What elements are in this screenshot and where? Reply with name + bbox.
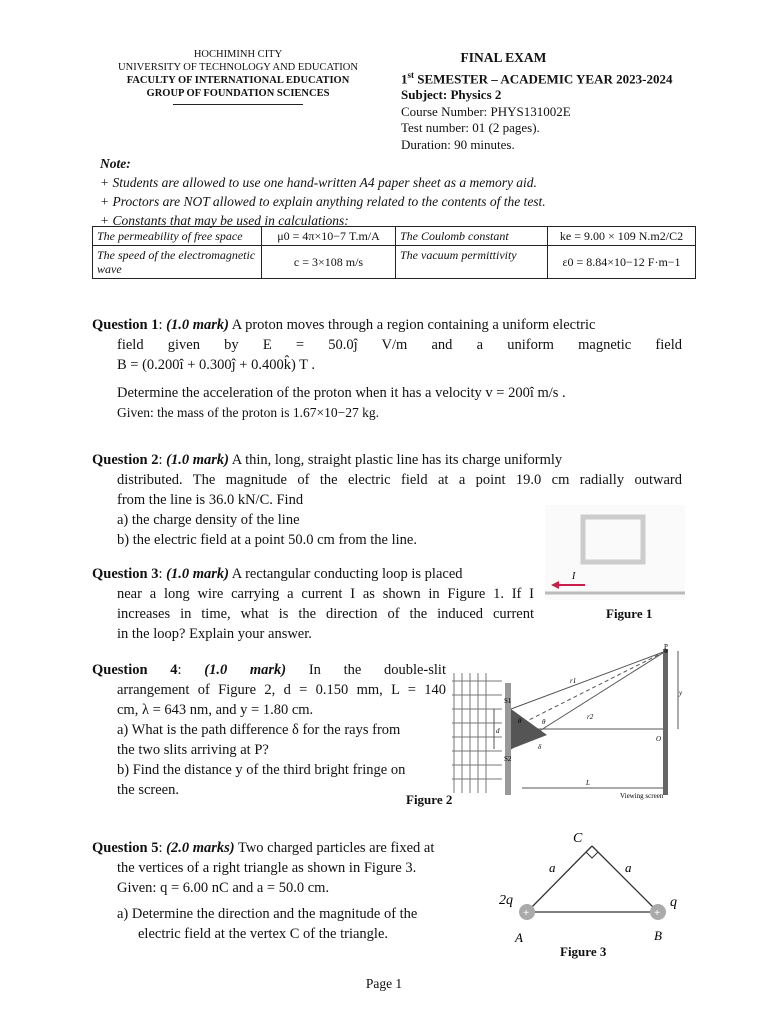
question-3-text: in the loop? Explain your answer. — [117, 626, 312, 642]
question-2-head: Question 2 — [92, 452, 159, 468]
label-s1: S1 — [504, 697, 512, 705]
semester-sup: st — [407, 69, 414, 80]
constant-value: ε0 = 8.84×10−12 F·m−1 — [548, 246, 696, 279]
label-s2: S2 — [504, 755, 512, 763]
question-1-text: Determine the acceleration of the proton when it has a velocity v = 200î m/s . — [117, 385, 566, 401]
question-3-marks: (1.0 mark) — [166, 566, 229, 582]
constants-table — [92, 226, 696, 279]
question-2-text: distributed. The magnitude of the electric field at a point 19.0 cm radially outward — [117, 472, 682, 488]
question-4-text: In the double-slit — [286, 662, 446, 678]
question-5-marks: (2.0 marks) — [166, 840, 235, 856]
question-1-head: Question 1 — [92, 317, 159, 333]
question-3: Question 3: (1.0 mark) A rectangular conducting loop is placed near a long wire carrying a current I as shown in Figure 1. If I increases in time, what is the direction of the induced current in the loop? Explain your answer. — [92, 566, 534, 642]
exam-title: FINAL EXAM — [460, 50, 547, 65]
question-1-given: Given: the mass of the proton is 1.67×10−27 kg. — [117, 405, 379, 420]
question-5-text: Given: q = 6.00 nC and a = 50.0 cm. — [117, 880, 330, 896]
note-line: + Constants that may be used in calculations: — [100, 213, 349, 228]
question-5-head: Question 5 — [92, 840, 159, 856]
page-number: Page 1 — [365, 976, 403, 991]
question-4: Question 4: (1.0 mark) In the double-slit arrangement of Figure 2, d = 0.150 mm, L = 140 cm, λ = 643 nm, and y = 1.80 cm. a) What is the path difference δ for the rays from the two slits arriving at P? b) Find the distance y of the third bright fringe on the screen. — [92, 662, 446, 798]
question-4-marks: (1.0 mark) — [204, 662, 287, 678]
label-y: y — [679, 689, 683, 697]
question-5-part-a: a) Determine the direction and the magnitude of the — [117, 906, 418, 922]
note-label: Note: — [100, 156, 131, 171]
label-r1: r1 — [570, 677, 577, 685]
figure-1 — [545, 505, 685, 600]
note-line: + Proctors are NOT allowed to explain anything related to the contents of the test. — [100, 194, 546, 209]
right-angle-mark — [586, 852, 598, 858]
institution-block — [110, 48, 366, 105]
label-viewing-screen: Viewing screen — [620, 792, 664, 800]
question-4-text: arrangement of Figure 2, d = 0.150 mm, L = 140 — [117, 682, 446, 698]
constant-name: The Coulomb constant — [396, 227, 548, 246]
exam-semester — [401, 67, 741, 88]
constants-row — [93, 246, 696, 279]
exam-course-number: Course Number: PHYS131002E — [401, 103, 571, 119]
question-2-text: from the line is 36.0 kN/C. Find — [117, 492, 304, 508]
figure-2-caption: Figure 2 — [406, 792, 453, 807]
label-theta-1: θ — [518, 717, 522, 725]
semester-number: 1 — [401, 70, 408, 86]
current-label: I — [572, 571, 576, 582]
constant-value: ke = 9.00 × 109 N.m2/C2 — [548, 227, 696, 246]
question-3-text: increases in time, what is the direction of the induced current — [117, 606, 534, 622]
question-4-part-b-cont: the screen. — [117, 782, 179, 798]
plus-icon: + — [523, 907, 530, 919]
question-1: Question 1: (1.0 mark) A proton moves through a region containing a uniform electric field given by E = 50.0ĵ V/m and a uniform magnetic field B = (0.200î + 0.300ĵ + 0.400k̂) T . Determine the acceleration of the proton when it has a velocity v = 200î m/s . Given: the mass of the proton is 1.67×10−27 kg. — [92, 315, 682, 423]
label-c: C — [573, 831, 583, 846]
constant-name: The permeability of free space — [93, 227, 262, 246]
question-5-text: the vertices of a right triangle as shown in Figure 3. — [117, 860, 417, 876]
question-5: Question 5: (2.0 marks) Two charged particles are fixed at the vertices of a right triangle as shown in Figure 3. Given: q = 6.00 nC and a = 50.0 cm. a) Determine the direction and the magnitude of the electric field at the vertex C of the triangle. — [92, 838, 488, 944]
label-d: d — [496, 727, 500, 735]
label-a: A — [515, 930, 523, 945]
label-l: L — [586, 779, 590, 787]
exam-duration: Duration: 90 minutes. — [401, 136, 515, 152]
label-2q: 2q — [499, 893, 513, 908]
exam-subject: Subject: Physics 2 — [401, 87, 502, 103]
label-r2: r2 — [587, 713, 594, 721]
question-3-text: near a long wire carrying a current I as shown in Figure 1. If I — [117, 586, 534, 602]
institution-faculty: FACULTY OF INTERNATIONAL EDUCATION — [126, 75, 350, 86]
question-2: Question 2: (1.0 mark) A thin, long, straight plastic line has its charge uniformly distributed. The magnitude of the electric field at a point 19.0 cm radially outward from the line is 36.0 kN/C. Find a) the charge density of the line b) the electric field at a point 50.0 cm from the line. — [92, 452, 682, 548]
question-1-marks: (1.0 mark) — [166, 317, 229, 333]
question-1-text: field given by E = 50.0ĵ V/m and a uniform magnetic field — [117, 337, 682, 353]
constant-name: The speed of the electromagnetic wave — [93, 246, 262, 279]
question-1-text: A proton moves through a region containing a uniform electric — [228, 317, 596, 333]
question-3-text: A rectangular conducting loop is placed — [228, 566, 463, 582]
note-block — [100, 154, 740, 230]
viewing-screen — [663, 649, 668, 795]
label-theta-2: θ — [542, 718, 546, 726]
question-4-head: Question 4 — [92, 662, 178, 678]
constant-value: c = 3×108 m/s — [262, 246, 396, 279]
label-b: B — [654, 928, 662, 943]
constant-value: μ0 = 4π×10−7 T.m/A — [262, 227, 396, 246]
question-2-marks: (1.0 mark) — [166, 452, 229, 468]
question-4-part-b: b) Find the distance y of the third bright fringe on — [117, 762, 406, 778]
label-a-left: a — [549, 860, 556, 875]
question-2-text: A thin, long, straight plastic line has its charge uniformly — [228, 452, 563, 468]
label-a-right: a — [625, 860, 632, 875]
constants-row — [93, 227, 696, 246]
exam-info-block — [401, 50, 741, 153]
question-1-formula: B = (0.200î + 0.300ĵ + 0.400k̂) T . — [117, 357, 316, 373]
constant-name: The vacuum permittivity — [396, 246, 548, 279]
label-p: P — [664, 643, 668, 651]
side-ac — [527, 846, 592, 912]
side-cb — [592, 846, 658, 912]
label-o: O — [656, 735, 662, 743]
label-delta: δ — [538, 743, 542, 751]
header-divider — [173, 104, 303, 105]
question-4-part-a-cont: the two slits arriving at P? — [117, 742, 269, 758]
question-2-part-b: b) the electric field at a point 50.0 cm from the line. — [117, 532, 417, 548]
question-5-part-a-cont: electric field at the vertex C of the triangle. — [138, 926, 389, 942]
figure-2 — [452, 643, 687, 803]
note-line: + Students are allowed to use one hand-written A4 paper sheet as a memory aid. — [100, 175, 537, 190]
institution-group: GROUP OF FOUNDATION SCIENCES — [146, 88, 330, 99]
question-2-part-a: a) the charge density of the line — [117, 512, 300, 528]
exam-test-number: Test number: 01 (2 pages). — [401, 120, 540, 136]
question-5-text: Two charged particles are fixed at — [234, 840, 435, 856]
plus-icon: + — [654, 907, 661, 919]
semester-text: SEMESTER – ACADEMIC YEAR 2023-2024 — [414, 70, 673, 86]
figure-1-caption: Figure 1 — [606, 606, 653, 621]
figure-3 — [495, 826, 685, 946]
institution-university: UNIVERSITY OF TECHNOLOGY AND EDUCATION — [118, 62, 358, 73]
institution-city: HOCHIMINH CITY — [193, 49, 283, 60]
question-3-head: Question 3 — [92, 566, 159, 582]
label-q: q — [670, 895, 677, 910]
question-4-text: cm, λ = 643 nm, and y = 1.80 cm. — [117, 702, 314, 718]
question-4-part-a: a) What is the path difference δ for the rays from — [117, 722, 401, 738]
figure-3-caption: Figure 3 — [560, 944, 607, 959]
